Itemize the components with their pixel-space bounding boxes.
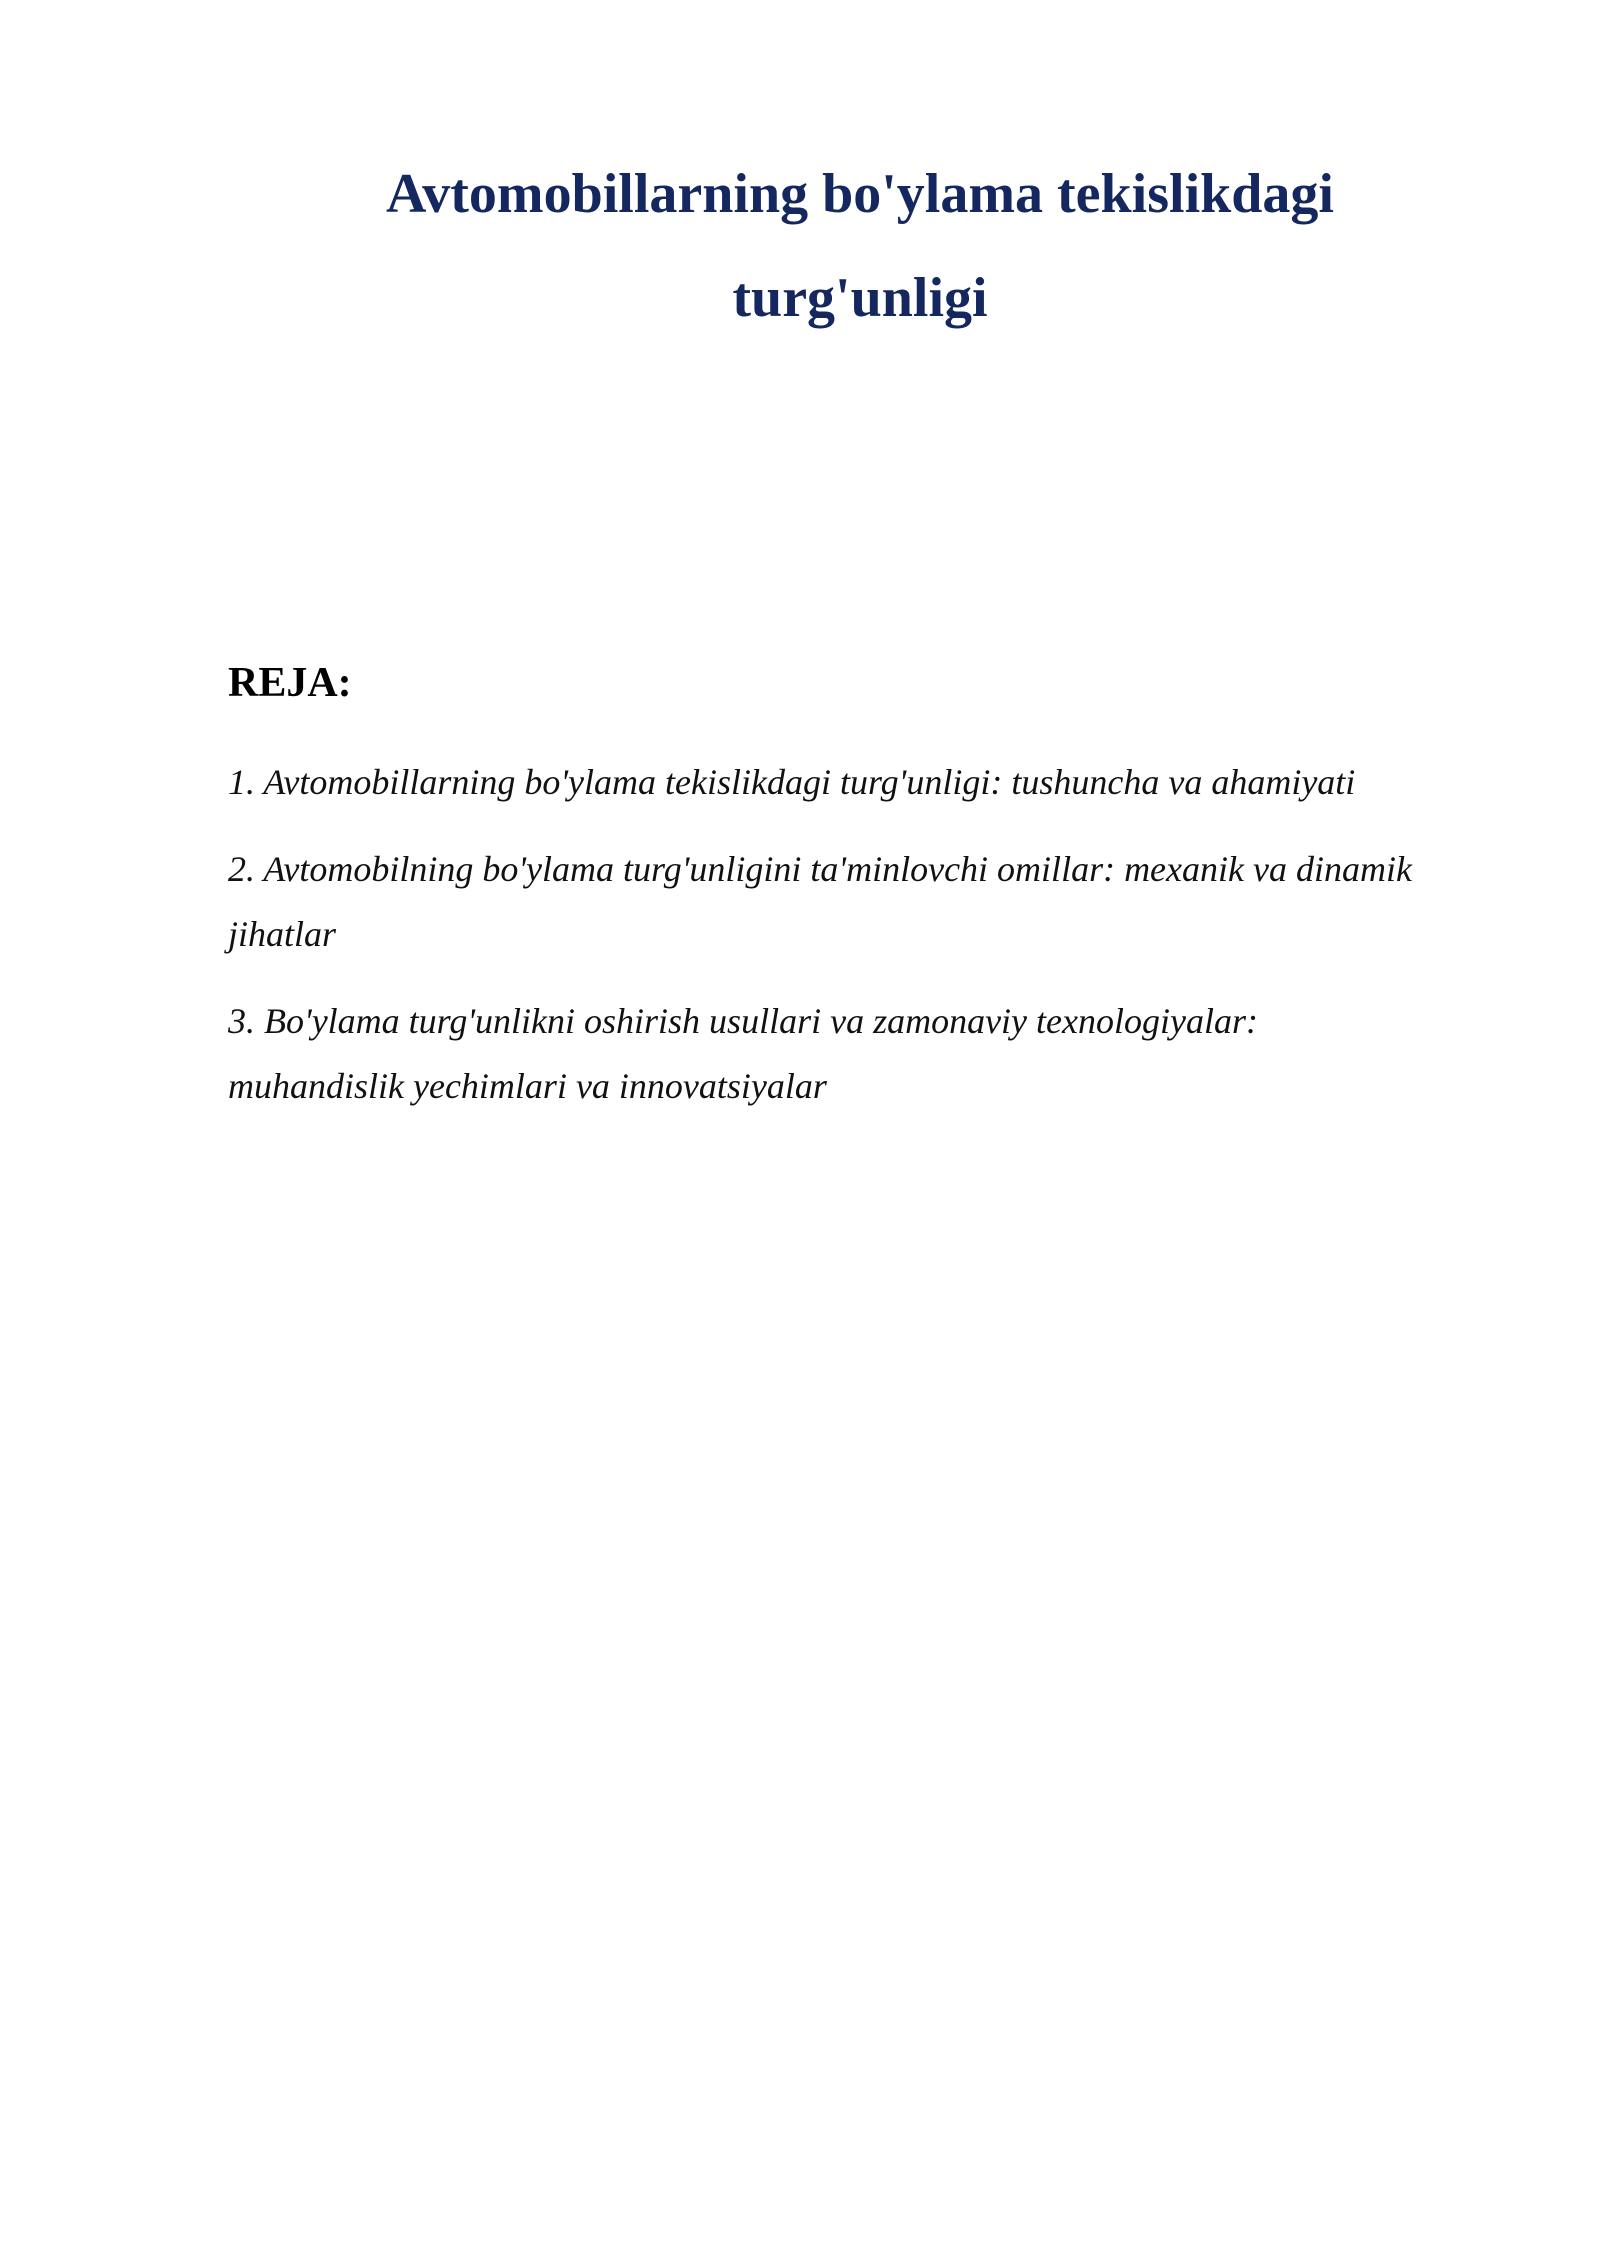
title-line-1: Avtomobillarning bo'ylama tekislikdagi xyxy=(386,163,1334,225)
plan-item-3-line-1: 3. Bo'ylama turg'unlikni oshirish usullari va zamonaviy texnologiyalar: xyxy=(228,1001,1258,1041)
plan-item-2-line-1: 2. Avtomobilning bo'ylama turg'unligini ta'minlovchi omillar: mexanik va dinamik xyxy=(228,849,1412,889)
plan-item-3-line-2: muhandislik yechimlari va innovatsiyalar xyxy=(228,1066,827,1106)
plan-item-1-line-1: 1. Avtomobillarning bo'ylama tekislikdagi turg'unligi: tushuncha va ahamiyati xyxy=(228,762,1356,802)
plan-item-2-line-2: jihatlar xyxy=(228,914,337,954)
plan-list xyxy=(228,750,1488,1141)
plan-heading: REJA: xyxy=(228,660,352,706)
title-line-2: turg'unligi xyxy=(732,267,988,329)
plan-item-2 xyxy=(228,837,1488,967)
plan-item-1 xyxy=(228,750,1488,815)
document-title xyxy=(330,142,1390,350)
plan-item-3 xyxy=(228,989,1488,1119)
